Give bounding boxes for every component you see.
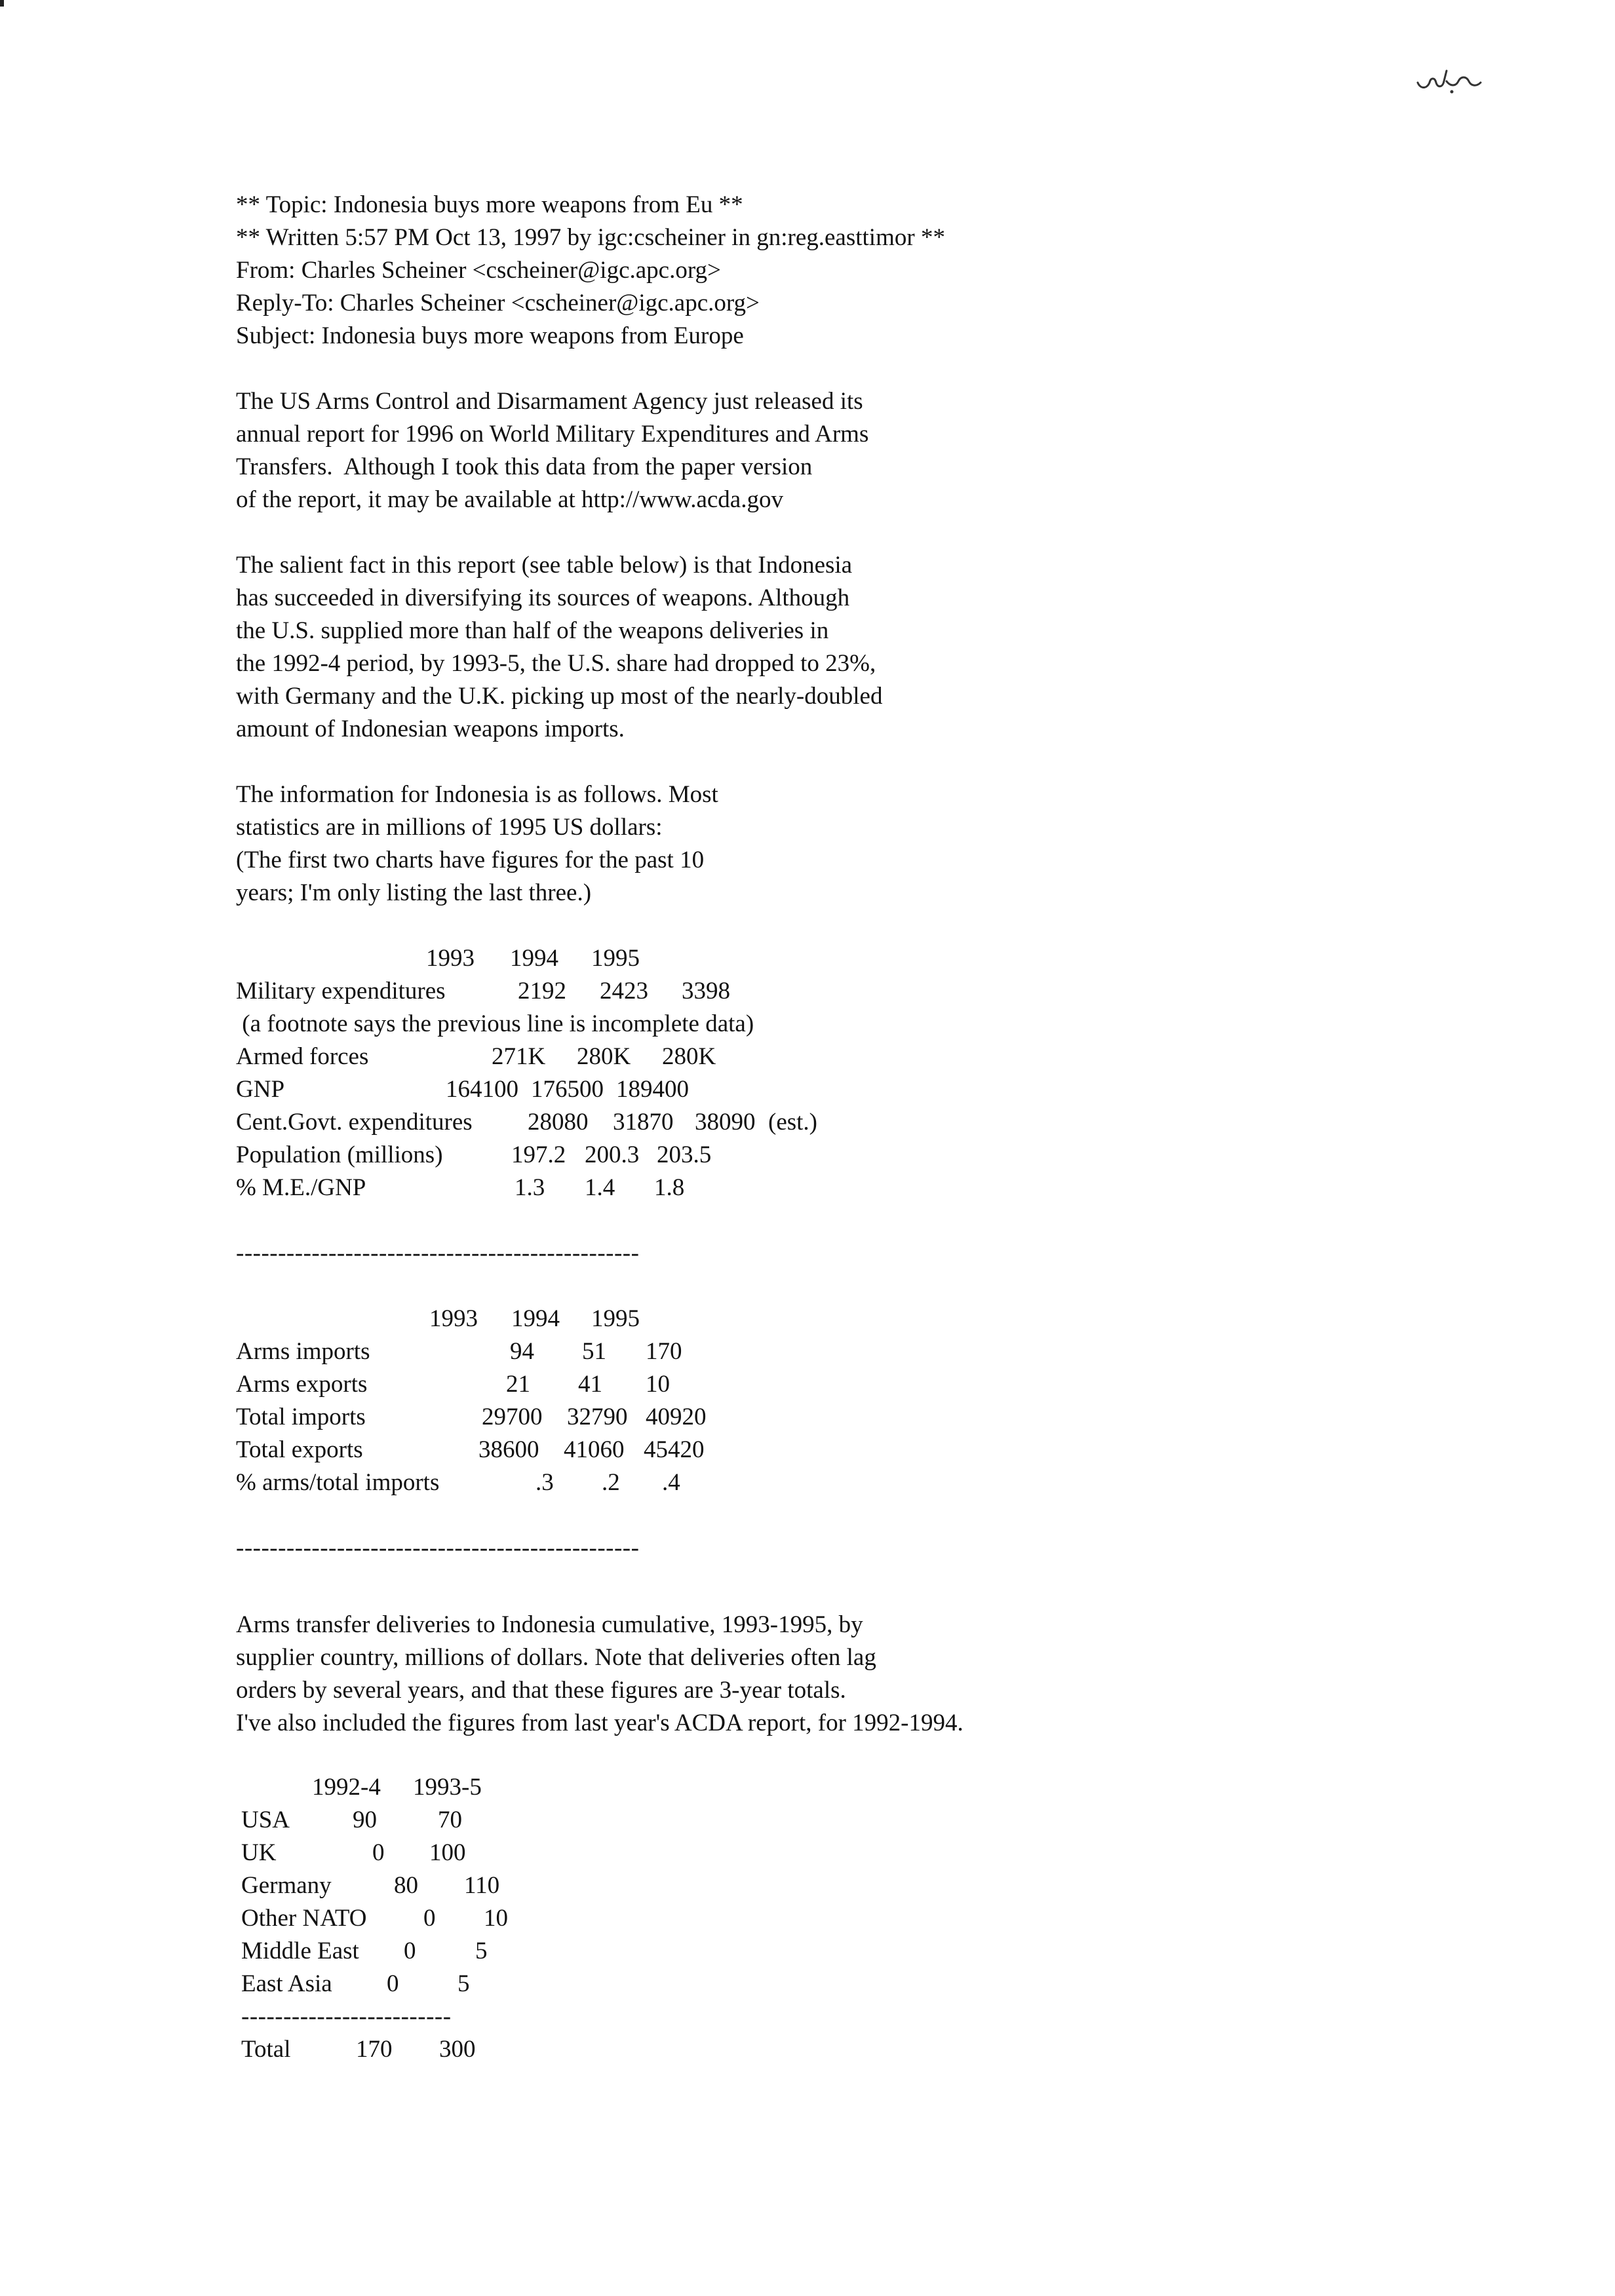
cell: 100 [429,1839,466,1866]
cell: 3398 [682,978,730,1004]
row-label: Middle East [241,1938,359,1964]
header-reply-to: Reply-To: Charles Scheiner <cscheiner@igc.apc.org> [236,290,760,316]
cell: 41 [578,1371,602,1398]
column-year: 1995 [591,1305,640,1332]
handwritten-mark [1412,58,1485,97]
table-row [236,1172,891,1204]
table-row [236,1434,826,1466]
row-label: Arms exports [236,1371,368,1398]
cell: 164100 [446,1076,518,1103]
paragraph-line: with Germany and the U.K. picking up most of the nearly-doubled [236,683,883,710]
row-label: Total exports [236,1436,363,1463]
row-label: Total [241,2036,291,2063]
table-row [236,1139,891,1172]
column-year: 1993 [426,945,475,972]
cell-note: (est.) [768,1109,817,1136]
paragraph-intro [236,385,868,516]
cell: 280K [662,1043,716,1070]
cell: 271K [492,1043,546,1070]
cell: 280K [577,1043,631,1070]
row-label: Population (millions) [236,1141,443,1168]
table-row [236,1466,826,1499]
table-row [236,1106,891,1139]
cell: 80 [394,1872,418,1899]
table-row [241,1968,569,2000]
row-label: Arms imports [236,1338,370,1365]
cell: 176500 [531,1076,604,1103]
table-row [241,1837,569,1869]
cell: 5 [457,1970,470,1997]
row-label: % arms/total imports [236,1469,440,1496]
cell: 10 [646,1371,670,1398]
paragraph-info [236,778,718,909]
cell: 197.2 [511,1141,566,1168]
row-label: UK [241,1839,277,1866]
paragraph-line: the 1992-4 period, by 1993-5, the U.S. share had dropped to 23%, [236,650,876,677]
table-row [236,1073,891,1106]
row-label: Military expenditures [236,978,446,1004]
cell: 45420 [644,1436,705,1463]
paragraph-line: has succeeded in diversifying its sources of weapons. Although [236,584,850,611]
paragraph-line: The information for Indonesia is as follows. Most [236,781,718,808]
cell: 38600 [478,1436,539,1463]
cell: 38090 [695,1109,756,1136]
cell: 203.5 [657,1141,712,1168]
cell: 5 [475,1938,488,1964]
row-label: % M.E./GNP [236,1174,366,1201]
table-row [236,1041,891,1073]
cell: 2423 [600,978,648,1004]
table-total-row [241,2033,569,2066]
row-label: Cent.Govt. expenditures [236,1109,473,1136]
cell: 51 [582,1338,606,1365]
paragraph-line: supplier country, millions of dollars. Note that deliveries often lag [236,1644,876,1671]
row-label: Other NATO [241,1905,367,1932]
cell: 0 [372,1839,385,1866]
row-label: Total imports [236,1404,366,1430]
row-label: USA [241,1807,290,1833]
cell: 300 [439,2036,476,2063]
cell: 1.4 [585,1174,615,1201]
table-row [236,975,891,1008]
paragraph-line: the U.S. supplied more than half of the weapons deliveries in [236,617,829,644]
cell: 200.3 [585,1141,640,1168]
cell: 2192 [518,978,566,1004]
table-divider-row [241,2000,569,2033]
header-subject: Subject: Indonesia buys more weapons from Europe [236,322,744,349]
cell: 90 [353,1807,377,1833]
cell: 189400 [616,1076,689,1103]
table-row [241,1804,569,1837]
column-period: 1993-5 [413,1774,482,1801]
table-row [241,1935,569,1968]
row-label: (a footnote says the previous line is incomplete data) [236,1010,754,1037]
paragraph-line: Transfers. Although I took this data from the paper version [236,453,813,480]
paragraph-line: Arms transfer deliveries to Indonesia cumulative, 1993-1995, by [236,1611,863,1638]
cell: 110 [464,1872,500,1899]
cell: 10 [484,1905,508,1932]
cell: .2 [602,1469,620,1496]
economic-table [236,942,891,1204]
divider-line: ------------------------- [241,2003,452,2030]
cell: 31870 [613,1109,674,1136]
paragraph-line: I've also included the figures from last year's ACDA report, for 1992-1994. [236,1710,963,1736]
paragraph-line: (The first two charts have figures for the past 10 [236,847,705,873]
table-header-row [236,942,891,975]
cell: 29700 [482,1404,543,1430]
paragraph-line: statistics are in millions of 1995 US dollars: [236,814,663,841]
email-header [236,189,945,353]
table-row [236,1335,826,1368]
paragraph-deliveries [236,1609,963,1740]
cell: 41060 [564,1436,625,1463]
table-row [236,1401,826,1434]
cell: 1.8 [654,1174,685,1201]
paragraph-salient [236,549,882,746]
paragraph-line: amount of Indonesian weapons imports. [236,716,625,742]
cell: .3 [535,1469,554,1496]
table-header-row [236,1303,826,1335]
supplier-table [241,1771,569,2066]
header-topic: ** Topic: Indonesia buys more weapons from Eu ** [236,191,743,218]
row-label: Armed forces [236,1043,369,1070]
row-label: GNP [236,1076,285,1103]
paragraph-line: orders by several years, and that these figures are 3-year totals. [236,1677,846,1704]
cell: 0 [387,1970,399,1997]
cell: .4 [662,1469,680,1496]
cell: 21 [506,1371,530,1398]
scan-corner-mark [0,0,4,7]
row-label: East Asia [241,1970,332,1997]
paragraph-line: annual report for 1996 on World Military Expenditures and Arms [236,421,869,448]
table-footnote-row [236,1008,891,1041]
column-year: 1994 [510,945,558,972]
cell: 170 [646,1338,682,1365]
paragraph-line: The US Arms Control and Disarmament Agency just released its [236,388,863,415]
trade-table [236,1303,826,1499]
cell: 170 [356,2036,393,2063]
paragraph-line: of the report, it may be available at http://www.acda.gov [236,486,783,513]
table-header-row [241,1771,569,1804]
header-from: From: Charles Scheiner <cscheiner@igc.apc.org> [236,257,721,284]
column-year: 1993 [429,1305,478,1332]
paragraph-line: The salient fact in this report (see table below) is that Indonesia [236,552,853,579]
cell: 40920 [646,1404,707,1430]
column-year: 1995 [591,945,640,972]
table-row [236,1368,826,1401]
cell: 28080 [528,1109,589,1136]
column-period: 1992-4 [312,1774,381,1801]
cell: 0 [423,1905,436,1932]
cell: 1.3 [515,1174,545,1201]
divider-line: ------------------------------------------------ [236,1240,640,1267]
cell: 70 [438,1807,462,1833]
column-year: 1994 [511,1305,560,1332]
table-row [241,1902,569,1935]
row-label: Germany [241,1872,332,1899]
cell: 0 [404,1938,416,1964]
paragraph-line: years; I'm only listing the last three.) [236,879,592,906]
header-written: ** Written 5:57 PM Oct 13, 1997 by igc:cscheiner in gn:reg.easttimor ** [236,224,945,251]
cell: 94 [510,1338,534,1365]
table-row [241,1869,569,1902]
divider-line: ------------------------------------------------ [236,1535,640,1561]
cell: 32790 [567,1404,628,1430]
